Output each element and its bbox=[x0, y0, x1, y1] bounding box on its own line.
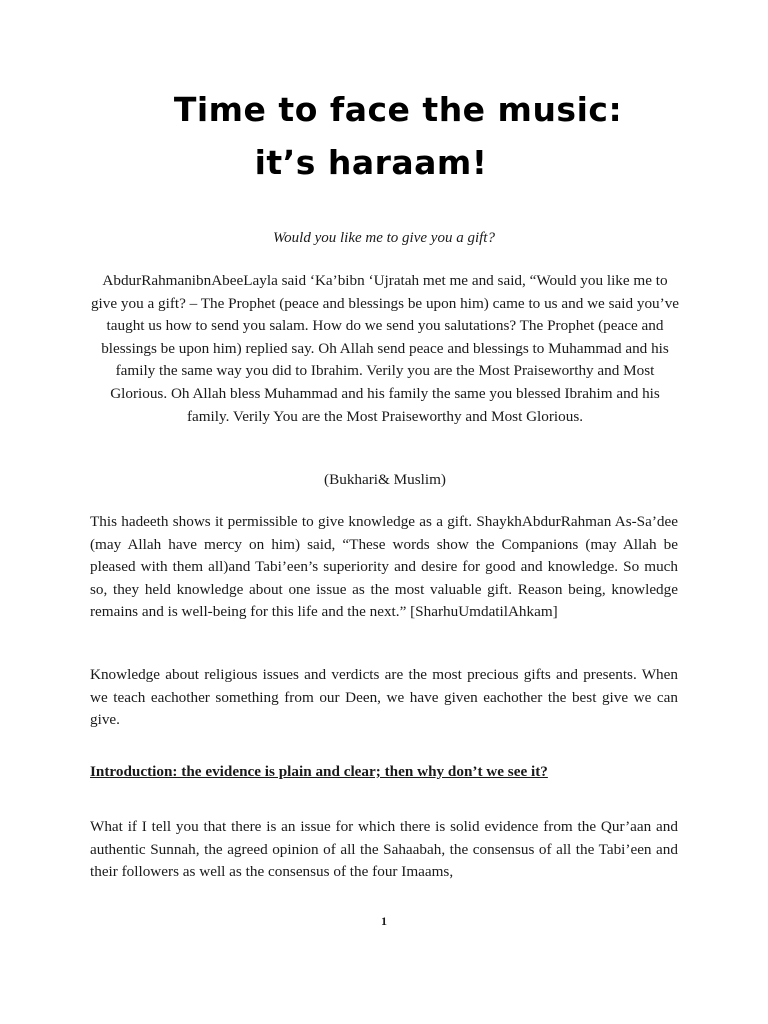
hadith-source: (Bukhari& Muslim) bbox=[324, 471, 446, 488]
title-line-1: Time to face the music: bbox=[173, 90, 623, 129]
intro-paragraph: What if I tell you that there is an issue for which there is solid evidence from the Qur’aan and authentic Sunnah, the agreed opinion of all the Sahaabah, the consensus of all the Tabi’een and their followers as well as the consensus of the four Imaams, bbox=[90, 818, 678, 881]
knowledge-paragraph: Knowledge about religious issues and verdicts are the most precious gifts and presents. When we teach eachother something from our Deen, we have given eachother the best give we can give. bbox=[90, 666, 678, 729]
intro-heading: Introduction: the evidence is plain and clear; then why don’t we see it? bbox=[90, 763, 548, 780]
subtitle: Would you like me to give you a gift? bbox=[273, 230, 495, 246]
hadith-paragraph: AbdurRahmanibnAbeeLayla said ‘Ka’bibn ‘Ujratah met me and said, “Would you like me to give you a gift? – The Prophet (peace and blessings be upon him) came to us and we said you’ve taught us how to send you salam. How do we send you salutations? The Prophet (peace and blessings be upon him) replied say. Oh Allah send peace and blessings to Muhammad and his family the same way you did to Ibrahim. Verily you are the Most Praiseworthy and Most Glorious. Oh Allah bless Muhammad and his family the same you blessed Ibrahim and his family. Verily You are the Most Praiseworthy and Most Glorious. bbox=[90, 272, 680, 425]
page-number: 1 bbox=[381, 914, 387, 928]
title-line-2: it’s haraam! bbox=[254, 143, 488, 182]
explanation-paragraph: This hadeeth shows it permissible to give knowledge as a gift. ShaykhAbdurRahman As-Sa’dee (may Allah have mercy on him) said, “These words show the Companions (may Allah be pleased with them all)and Tabi’een’s superiority and desire for good and knowledge. So much so, they held knowledge about one issue as the most valuable gift. Reason being, knowledge remains and is well-being for this life and the next.” [SharhuUmdatilAhkam] bbox=[90, 513, 678, 621]
